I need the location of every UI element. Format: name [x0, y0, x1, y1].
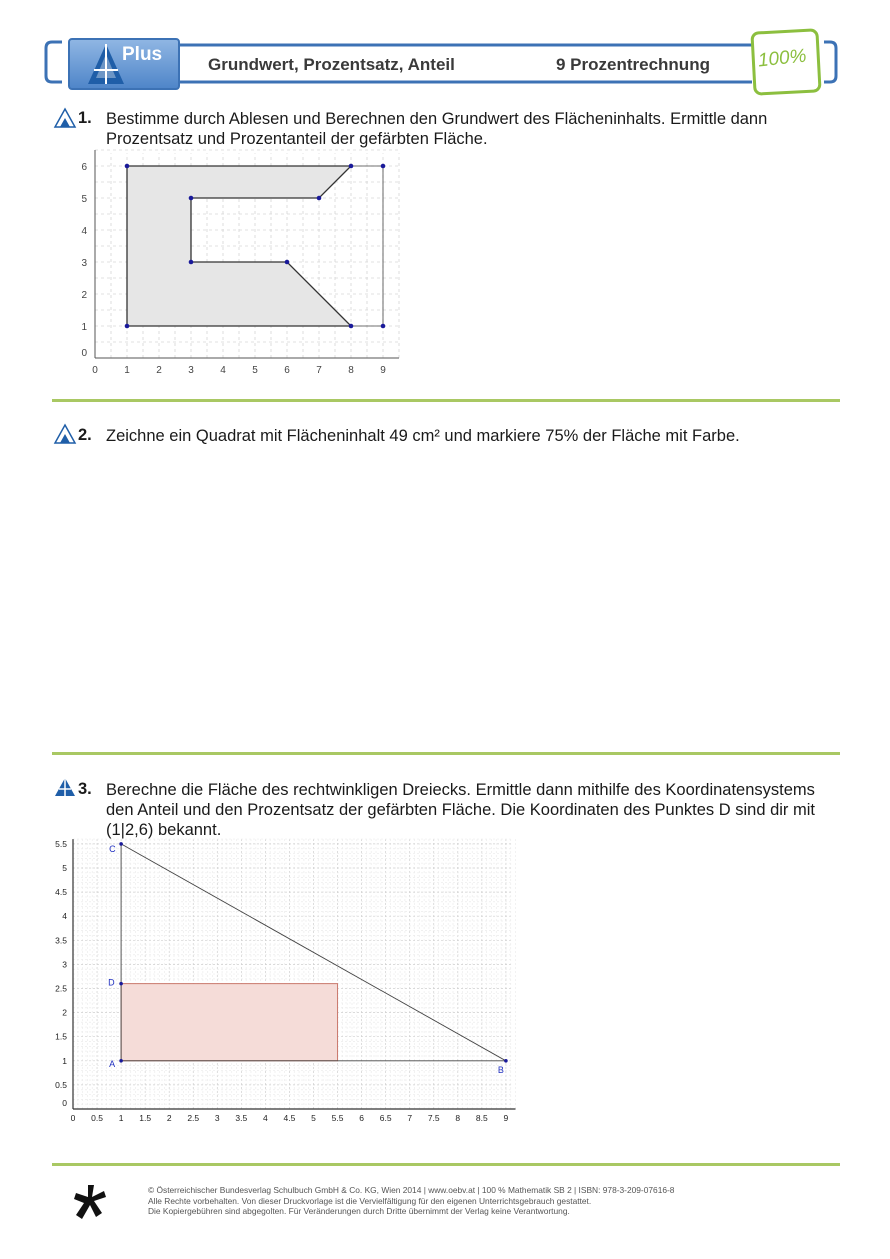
x-tick-label: 2	[156, 365, 162, 376]
x-tick-label: 5	[311, 1113, 316, 1123]
copyright-footer	[148, 1185, 838, 1217]
vertex-point	[381, 164, 386, 169]
y-tick-label: 2.5	[55, 983, 67, 994]
footer-line: Alle Rechte vorbehalten. Von dieser Druckvorlage ist die Vervielfältigung für den eigenen Unterrichtsgebrauch gestattet.	[148, 1195, 592, 1206]
x-tick-label: 7	[407, 1113, 413, 1123]
task-3-text: Berechne die Fläche des rechtwinkligen Dreiecks. Ermittle dann mithilfe des Koordinatensystems den Anteil und den Prozentsatz der gefärbten Fläche. Die Koordinaten des Punktes D sind dir mit (1|2,6) bekannt.	[106, 781, 816, 839]
triangle-filled-level-icon	[54, 777, 76, 797]
point-label-d: D	[108, 977, 115, 988]
x-tick-label: 9	[503, 1113, 509, 1123]
point-c	[119, 842, 123, 846]
x-tick-label: 3	[188, 365, 194, 376]
task-1-text: Bestimme durch Ablesen und Berechnen den Grundwert des Flächeninhalts. Ermittle dann Prozentsatz und Prozentanteil der gefärbten Fläche.	[106, 110, 768, 148]
point-b	[504, 1059, 508, 1063]
x-tick-label: 9	[380, 365, 386, 376]
y-tick-label: 2	[81, 290, 87, 301]
task-2-text: Zeichne ein Quadrat mit Flächeninhalt 49 cm² und markiere 75% der Fläche mit Farbe.	[106, 427, 740, 445]
x-tick-label: 2.5	[187, 1113, 200, 1123]
hundred-percent-badge-text: 100%	[756, 45, 808, 72]
x-tick-label: 0.5	[91, 1113, 103, 1123]
vertex-point	[349, 324, 354, 329]
point-label-c: C	[109, 843, 116, 854]
y-tick-label: 4.5	[55, 887, 67, 898]
y-tick-label: 5	[81, 194, 87, 205]
vertex-point	[125, 164, 130, 169]
point-label-b: B	[497, 1064, 504, 1075]
x-tick-label: 8	[455, 1113, 461, 1123]
task-1-number: 1.	[78, 109, 92, 127]
x-tick-label: 1	[124, 365, 130, 376]
vertex-point	[349, 164, 354, 169]
footer-line: © Österreichischer Bundesverlag Schulbuch GmbH & Co. KG, Wien 2014 | www.oebv.at | 100 % Mathematik SB 2 | ISBN: 978-3-209-07616-8	[148, 1185, 675, 1195]
x-tick-label: 1	[118, 1113, 124, 1123]
task-3-coordinate-plot	[48, 838, 528, 1150]
shaded-rectangle	[121, 984, 337, 1061]
y-tick-label: 1.5	[55, 1031, 67, 1042]
x-tick-label: 8.5	[475, 1113, 488, 1123]
x-tick-label: 3.5	[235, 1113, 248, 1123]
vertex-point	[189, 260, 194, 265]
plus-logo-triangle-icon	[86, 42, 126, 86]
x-tick-label: 6.5	[379, 1113, 392, 1123]
point-d	[119, 982, 123, 986]
vertex-point	[285, 260, 290, 265]
plus-logo-text: Plus	[122, 44, 163, 65]
chapter-title: 9 Prozentrechnung	[556, 55, 710, 74]
x-tick-label: 0	[92, 365, 98, 376]
y-tick-label: 2	[62, 1007, 67, 1018]
y-tick-label: 3	[62, 959, 67, 970]
y-tick-label: 1	[62, 1055, 67, 1066]
publisher-logo-icon	[72, 1183, 108, 1223]
x-tick-label: 5.5	[331, 1113, 344, 1123]
x-tick-label: 0	[70, 1113, 76, 1123]
separator-line	[52, 399, 840, 402]
x-tick-label: 3	[214, 1113, 220, 1123]
x-tick-label: 6	[359, 1113, 364, 1123]
y-tick-label: 0	[62, 1098, 67, 1108]
y-tick-label: 4	[81, 226, 87, 237]
x-tick-label: 6	[284, 365, 290, 376]
task-1-coordinate-plot	[60, 158, 405, 380]
page-header	[0, 0, 890, 100]
task-3-number: 3.	[78, 780, 92, 798]
vertex-point	[189, 196, 194, 201]
y-tick-label: 3	[81, 258, 87, 269]
y-tick-label: 5.5	[55, 838, 67, 849]
y-tick-label: 3.5	[55, 935, 67, 946]
vertex-point	[317, 196, 322, 201]
x-tick-label: 4	[220, 365, 226, 376]
separator-line	[52, 1163, 840, 1166]
task-2-number: 2.	[78, 426, 92, 444]
separator-line	[52, 752, 840, 755]
x-tick-label: 7	[316, 365, 322, 376]
triangle-level-icon	[54, 424, 76, 444]
y-tick-label: 5	[62, 863, 67, 873]
x-tick-label: 8	[348, 365, 354, 376]
y-tick-label: 4	[62, 911, 67, 922]
worksheet-title: Grundwert, Prozentsatz, Anteil	[208, 55, 455, 74]
x-tick-label: 4.5	[283, 1113, 296, 1123]
point-label-a: A	[109, 1058, 116, 1069]
x-tick-label: 1.5	[139, 1113, 152, 1123]
y-tick-label: 0.5	[55, 1079, 67, 1090]
footer-line: Die Kopiergebühren sind abgegolten. Für Veränderungen durch Dritte übernimmt der Verlag keine Verantwortung.	[148, 1206, 570, 1216]
y-tick-label: 0	[81, 348, 87, 359]
triangle-level-icon	[54, 108, 76, 128]
y-tick-label: 6	[81, 162, 87, 173]
vertex-point	[125, 324, 130, 329]
vertex-point	[381, 324, 386, 329]
x-tick-label: 7.5	[427, 1113, 440, 1123]
point-a	[119, 1059, 123, 1063]
y-tick-label: 1	[81, 322, 87, 333]
x-tick-label: 2	[166, 1113, 172, 1123]
x-tick-label: 4	[263, 1113, 268, 1123]
x-tick-label: 5	[252, 365, 258, 376]
